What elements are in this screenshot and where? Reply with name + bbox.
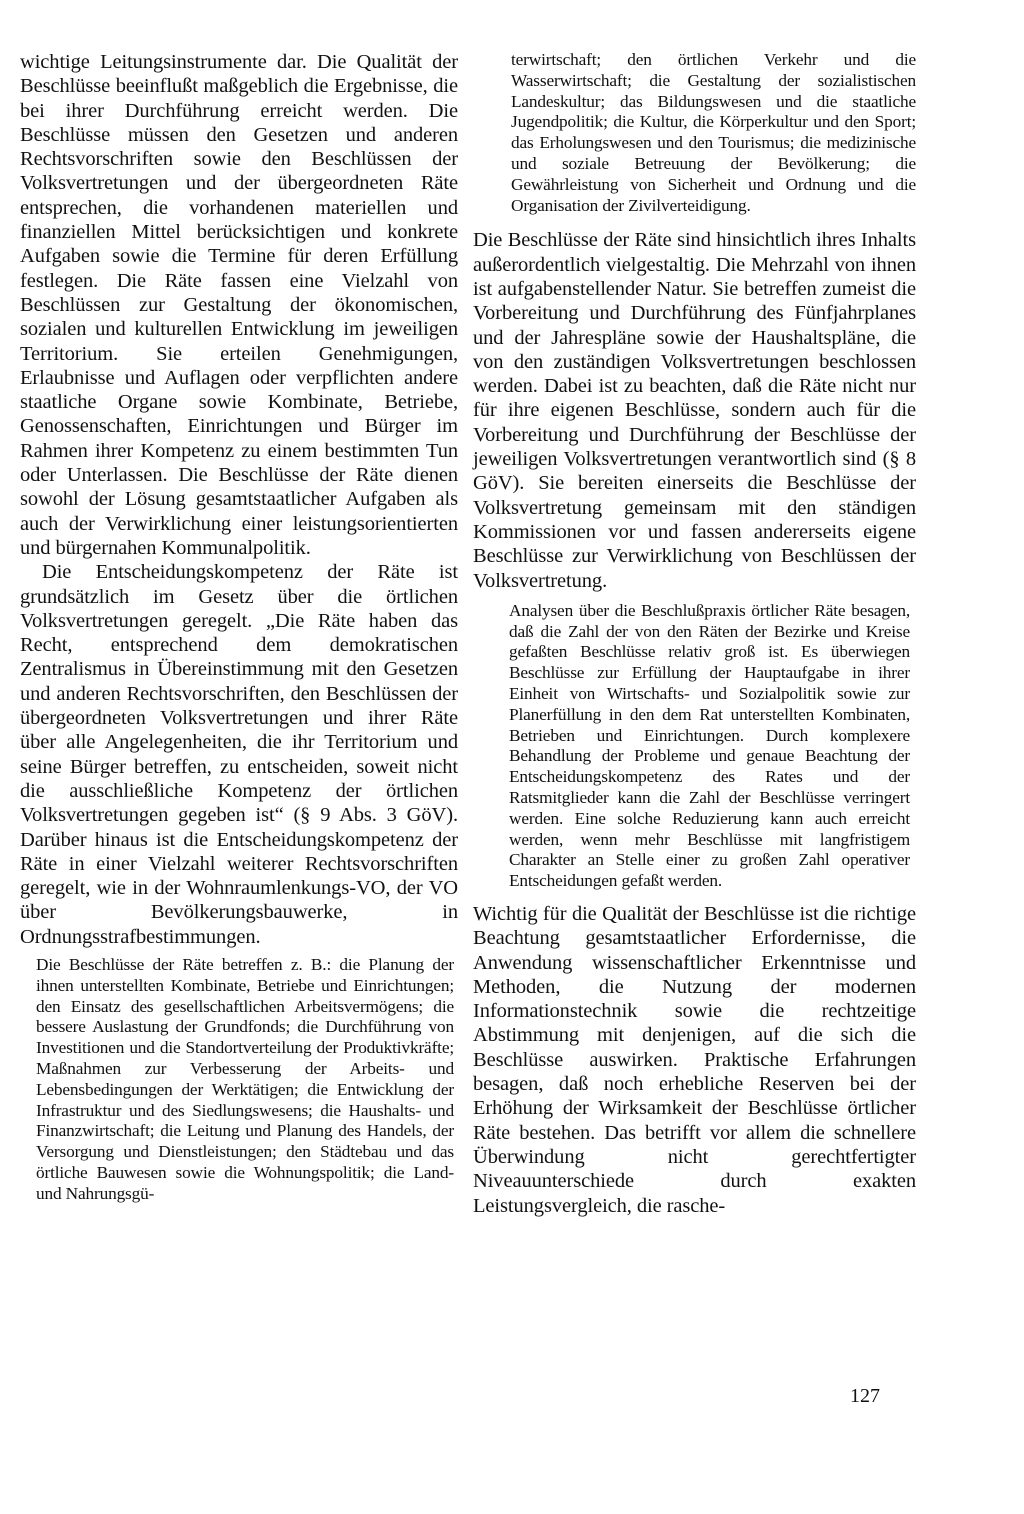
right-column: [473, 50, 916, 1218]
paragraph-qualitaet: Wichtig für die Qualität der Beschlüsse ist die richtige Beachtung gesamtstaatlicher Erfordernisse, die Anwendung wissenschaftlicher Erkenntnisse und Methoden, die Nutzung der modernen Informationstechnik sowie die rechtzeitige Abstimmung mit denjenigen, auf die sich die Beschlüsse auswirken. Praktische Erfahrungen besagen, daß noch erhebliche Reserven bei der Erhöhung der Wirksamkeit der Beschlüsse örtlicher Räte bestehen. Das betrifft vor allem die schnellere Überwindung nicht gerechtfertigter Niveauunterschiede durch exakten Leistungsvergleich, die rasche-: [473, 902, 916, 1217]
small-print-note-continued: [511, 50, 916, 216]
body-text-right-2: [473, 902, 916, 1218]
body-text-right-1: [473, 228, 916, 592]
paragraph-entscheidungskompetenz: Die Entscheidungskompetenz der Räte ist grundsätzlich im Gesetz über die örtlichen Volksvertretungen geregelt. „Die Räte haben das Recht, entsprechend dem demokratischen Zentralismus in Übereinstimmung mit den Gesetzen und anderen Rechtsvorschriften, den Beschlüssen der übergeordneten Volksvertretungen und ihrer Räte über alle Angelegenheiten, die ihr Territorium und seine Bürger betreffen, zu entscheiden, soweit nicht die ausschließliche Kompetenz der örtlichen Volksvertretungen gegeben ist“ (§ 9 Abs. 3 GöV). Darüber hinaus ist die Entscheidungskompetenz der Räte in einer Vielzahl weiterer Rechtsvorschriften geregelt, wie in der Wohnraumlenkungs-VO, der VO über Bevölkerungsbauwerke, in Ordnungsstrafbestimmungen.: [20, 561, 458, 948]
page-number: 127: [850, 1385, 880, 1407]
small-print-note-beschluesse: [36, 955, 454, 1205]
small-note-analysen-text: Analysen über die Beschlußpraxis örtlicher Räte besagen, daß die Zahl der von den Räten der Bezirke und Kreise gefaßten Beschlüsse relativ groß ist. Es überwiegen Beschlüsse zur Erfüllung der Hauptaufgabe in ihrer Einheit von Wirtschafts- und Sozialpolitik sowie zur Planerfüllung in den dem Rat unterstellten Kombinaten, Betrieben und Einrichtungen. Durch komplexere Behandlung der Probleme und genaue Beachtung der Entscheidungskompetenz des Rates und der Ratsmitglieder kann die Zahl der Beschlüsse verringert werden. Eine solche Reduzierung kann auch erreicht werden, wenn mehr Beschlüsse mit langfristigem Charakter an Stelle einer zu großen Zahl operativer Entscheidungen gefaßt werden.: [509, 600, 910, 891]
small-print-note-analysen: [509, 601, 910, 892]
left-column: [20, 50, 458, 1215]
body-text-left: [20, 50, 458, 949]
paragraph-leitungsinstrumente: wichtige Leitungsinstrumente dar. Die Qualität der Beschlüsse beeinflußt maßgeblich die Ergebnisse, die bei ihrer Durchführung erreicht werden. Die Beschlüsse müssen den Gesetzen und anderen Rechtsvorschriften sowie den Beschlüssen der Volksvertretungen und der übergeordneten Räte entsprechen, die vorhandenen materiellen und finanziellen Mittel berücksichtigen und konkrete Aufgaben sowie die Termine für deren Erfüllung festlegen. Die Räte fassen eine Vielzahl von Beschlüssen zur Gestaltung der ökonomischen, sozialen und kulturellen Entwicklung im jeweiligen Territorium. Sie erteilen Genehmigungen, Erlaubnisse und Auflagen oder verpflichten andere staatliche Organe sowie Kombinate, Betriebe, Genossenschaften, Einrichtungen und Bürger im Rahmen ihrer Kompetenz zu einem bestimmten Tun oder Unterlassen. Die Beschlüsse der Räte dienen sowohl der Lösung gesamtstaatlicher Aufgaben als auch der Verwirklichung einer leistungsorientierten und bürgernahen Kommunalpolitik.: [20, 51, 458, 559]
paragraph-vielgestaltig: Die Beschlüsse der Räte sind hinsichtlich ihres Inhalts außerordentlich vielgestaltig. Die Mehrzahl von ihnen ist aufgabenstellender Natur. Sie betreffen zumeist die Vorbereitung und Durchführung des Fünfjahrplanes und der Jahrespläne sowie der Haushaltspläne, die von den zuständigen Volksvertretungen beschlossen werden. Dabei ist zu beachten, daß die Räte nicht nur für ihre eigenen Beschlüsse, sondern auch für die Vorbereitung und Durchführung der Beschlüsse der jeweiligen Volksvertretungen verantwortlich sind (§ 8 GöV). Sie bereiten einerseits die Beschlüsse der Volksvertretung gemeinsam mit den ständigen Kommissionen vor und fassen andererseits eigene Beschlüsse zur Verwirklichung von Beschlüssen der Volksvertretung.: [473, 229, 916, 592]
small-note-text: Die Beschlüsse der Räte betreffen z. B.: die Planung der ihnen unterstellten Kombinate, Betriebe und Einrichtungen; den Einsatz des gesellschaftlichen Arbeitsvermögens; die bessere Auslastung der Grundfonds; die Durchführung von Investitionen und die Standortverteilung der Produktivkräfte; Maßnahmen zur Verbesserung der Arbeits- und Lebensbedingungen der Werktätigen; die Entwicklung der Infrastruktur und des Siedlungswesens; die Haushalts- und Finanzwirtschaft; die Leitung und Planung des Handels, der Versorgung und Dienstleistungen; den Städtebau und das örtliche Bauwesen sowie die Wohnungspolitik; die Land- und Nahrungsgü-: [36, 954, 454, 1203]
small-note-continued-text: terwirtschaft; den örtlichen Verkehr und die Wasserwirtschaft; die Gestaltung der sozialistischen Landeskultur; das Bildungswesen und die staatliche Jugendpolitik; die Kultur, die Körperkultur und den Sport; das Erholungswesen und den Tourismus; die medizinische und soziale Betreuung der Bevölkerung; die Gewährleistung von Sicherheit und Ordnung und die Organisation der Zivilverteidigung.: [511, 50, 916, 215]
